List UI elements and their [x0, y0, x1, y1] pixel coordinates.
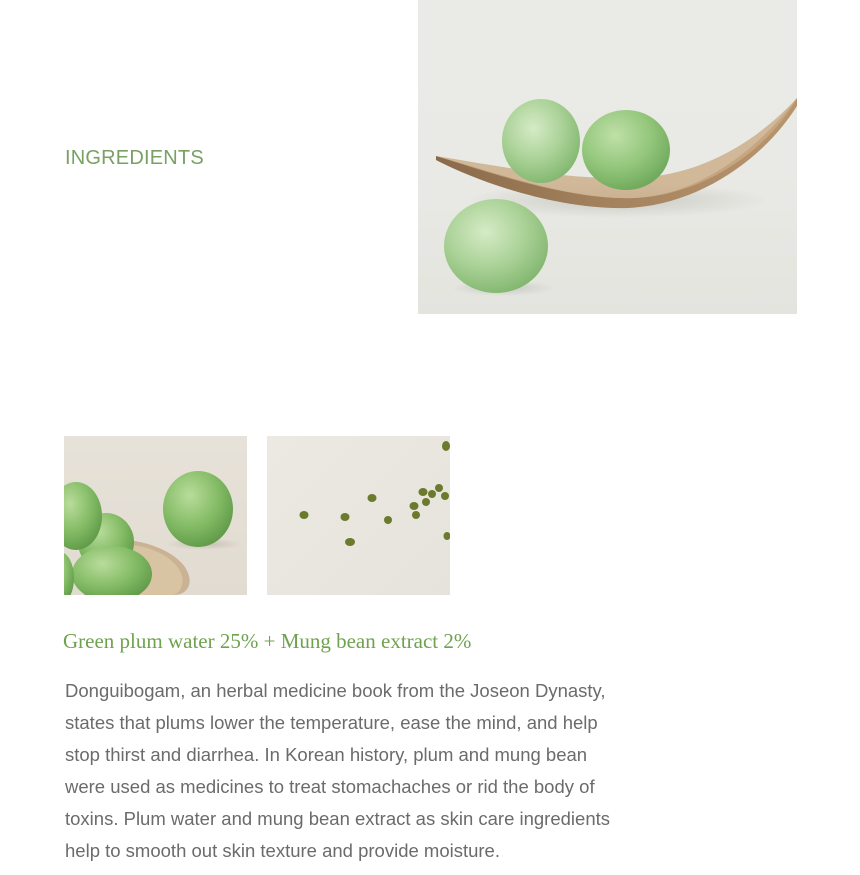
description-line: states that plums lower the temperature, ease the mind, and help	[65, 712, 598, 733]
plum	[502, 99, 580, 183]
section-heading: INGREDIENTS	[65, 147, 204, 169]
ingredient-description	[65, 675, 665, 867]
plum	[163, 471, 233, 547]
description-line: stop thirst and diarrhea. In Korean history, plum and mung bean	[65, 744, 588, 765]
mung-beans	[300, 441, 451, 546]
plum	[582, 110, 670, 190]
mung-beans-thumbnail	[267, 436, 450, 595]
description-line: help to smooth out skin texture and provide moisture.	[65, 840, 500, 861]
hero-plums-photo	[418, 0, 797, 314]
plums-on-leaf-illustration	[418, 0, 797, 314]
plum	[444, 199, 548, 293]
mung-beans-illustration	[267, 436, 450, 595]
description-line: toxins. Plum water and mung bean extract as skin care ingredients	[65, 808, 611, 829]
description-line: Donguibogam, an herbal medicine book from the Joseon Dynasty,	[65, 680, 606, 701]
green-plums-illustration	[64, 436, 247, 595]
plums-thumbnail	[64, 436, 247, 595]
ingredient-title: Green plum water 25% + Mung bean extract 2%	[63, 629, 472, 653]
description-line: were used as medicines to treat stomachaches or rid the body of	[65, 776, 595, 797]
